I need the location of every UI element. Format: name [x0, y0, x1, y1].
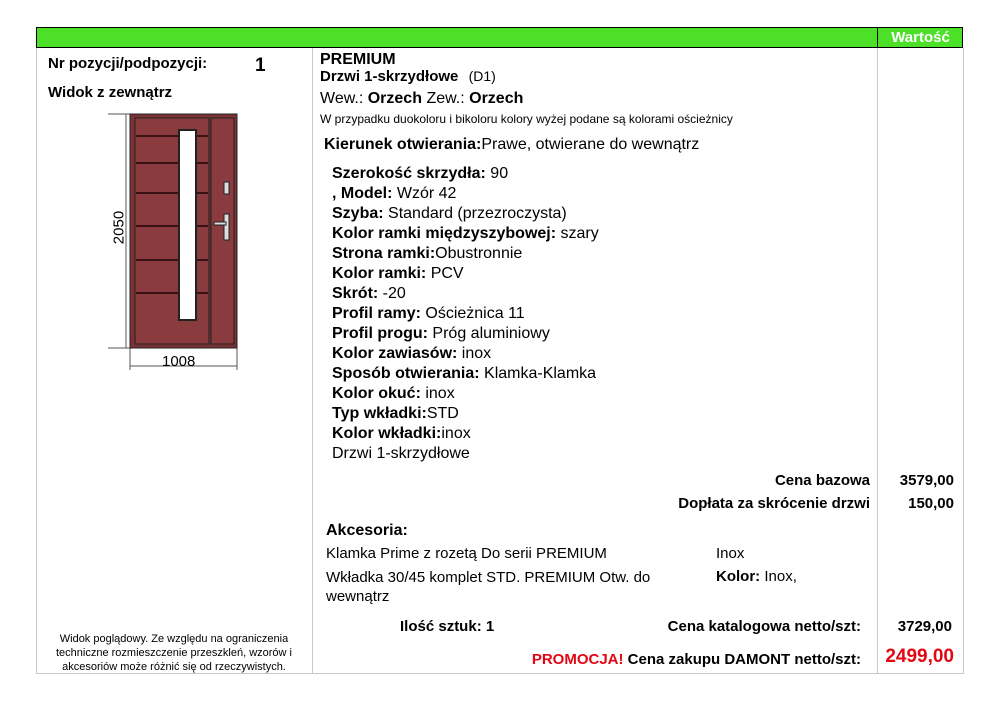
spec-row: Profil progu: Próg aluminiowy: [332, 325, 550, 342]
value-column-header: Wartość: [891, 29, 950, 46]
left-border: [36, 48, 37, 674]
product-line: PREMIUM: [320, 51, 396, 68]
catalog-price-label: Cena katalogowa netto/szt:: [667, 618, 861, 635]
promo-text: Cena zakupu DAMONT netto/szt:: [627, 651, 861, 668]
accessory-item-detail: Inox: [716, 545, 745, 562]
spec-row: Szerokość skrzydła: 90: [332, 165, 509, 182]
spec-list: [332, 164, 599, 464]
inner-value: Orzech: [367, 90, 422, 107]
base-price-label: Cena bazowa: [774, 472, 870, 489]
accessories-title: Akcesoria:: [326, 522, 408, 539]
width-dimension: 1008: [162, 353, 196, 370]
surcharge-label: Dopłata za skrócenie drzwi: [678, 495, 870, 512]
direction-row: [324, 136, 699, 154]
position-number: 1: [255, 55, 266, 76]
spec-row: Kolor wkładki:inox: [332, 425, 471, 442]
direction-value: Prawe, otwierane do wewnątrz: [481, 136, 700, 153]
header-bar: [36, 27, 963, 48]
spec-row: , Model: Wzór 42: [332, 185, 457, 202]
outer-label: Zew.:: [426, 90, 465, 107]
product-type-row: [320, 68, 496, 85]
accessory-item-name: Klamka Prime z rozetą Do serii PREMIUM: [326, 545, 607, 562]
value-column-divider: [877, 48, 878, 674]
right-border: [963, 48, 964, 674]
door-lock: [224, 182, 229, 194]
promo-badge: PROMOCJA!: [531, 651, 624, 668]
spec-row: Kolor ramki międzyszybowej: szary: [332, 225, 599, 242]
column-divider: [312, 48, 313, 674]
surcharge-value: 150,00: [908, 495, 954, 512]
spec-row: Sposób otwierania: Klamka-Klamka: [332, 365, 597, 382]
accessory-item-detail: Kolor: Inox,: [716, 568, 797, 585]
product-code: (D1): [468, 68, 496, 84]
promo-price-value: 2499,00: [885, 646, 954, 667]
catalog-price-value: 3729,00: [897, 618, 952, 635]
door-glass: [179, 130, 196, 320]
quantity-label: Ilość sztuk: 1: [400, 618, 495, 635]
position-label: Nr pozycji/podpozycji:: [48, 55, 208, 72]
spec-row: Drzwi 1-skrzydłowe: [332, 445, 470, 462]
spec-row: Szyba: Standard (przezroczysta): [332, 205, 567, 222]
spec-row: Typ wkładki:STD: [332, 405, 459, 422]
spec-row: Skrót: -20: [332, 285, 406, 302]
spec-row: Strona ramki:Obustronnie: [332, 245, 523, 262]
promo-row: [460, 651, 861, 668]
disclaimer-text: Widok poglądowy. Ze względu na ograniczenia techniczne rozmieszczenie przeszkleń, wzorów i akcesoriów może różnić się od rzeczywistych.: [56, 633, 292, 673]
spec-row: Profil ramy: Ościeżnica 11: [332, 305, 525, 322]
colors-row: [320, 90, 523, 108]
accessory-item-name: Wkładka 30/45 komplet STD. PREMIUM Otw. do wewnątrz: [326, 569, 651, 605]
spec-row: Kolor zawiasów: inox: [332, 345, 492, 362]
view-label: Widok z zewnątrz: [48, 84, 173, 101]
door-side-panel: [211, 118, 234, 344]
height-dimension: 2050: [110, 210, 128, 245]
door-handle-plate: [224, 214, 229, 240]
door-leaf: [135, 118, 209, 344]
base-price-value: 3579,00: [899, 472, 954, 489]
spec-row: Kolor okuć: inox: [332, 385, 455, 402]
door-handle: [214, 222, 226, 225]
inner-label: Wew.:: [320, 90, 364, 107]
outer-value: Orzech: [469, 90, 524, 107]
color-note: W przypadku duokoloru i bikoloru kolory wyżej podane są kolorami ościeżnicy: [320, 112, 733, 126]
product-type: Drzwi 1-skrzydłowe: [320, 68, 459, 85]
direction-label: Kierunek otwierania:: [324, 136, 482, 153]
spec-row: Kolor ramki: PCV: [332, 265, 464, 282]
